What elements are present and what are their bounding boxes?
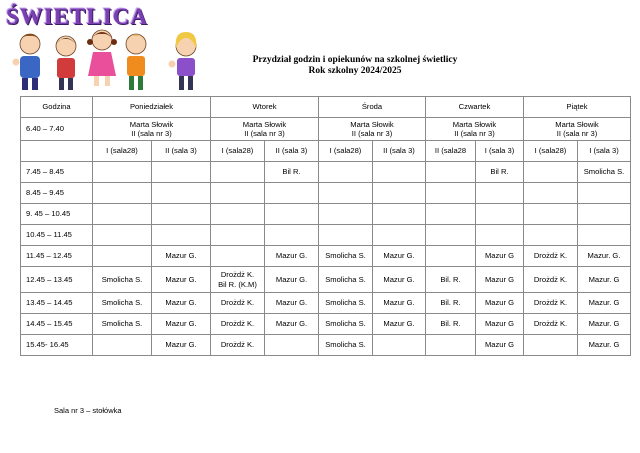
schedule-row	[21, 267, 631, 293]
caretaker-cell	[211, 246, 265, 267]
schedule-row	[21, 314, 631, 335]
caretaker-line: Drożdż K.	[220, 270, 255, 279]
caretaker-cell	[373, 225, 426, 246]
caretaker-cell	[319, 183, 373, 204]
caretaker-cell	[426, 162, 476, 183]
caretaker-cell: Mazur G.	[373, 267, 426, 293]
caretaker-cell	[426, 183, 476, 204]
time-cell: 14.45 – 15.45	[21, 314, 93, 335]
day-header: Wtorek	[211, 97, 319, 118]
room-label: II (sala nr 3)	[351, 129, 393, 138]
time-cell: 15.45- 16.45	[21, 335, 93, 356]
caretaker-cell: Mazur G	[476, 293, 524, 314]
group-room-header: I (sala28)	[319, 141, 373, 162]
caretaker-cell	[265, 204, 319, 225]
group-room-header: II (sala28	[426, 141, 476, 162]
schedule-table	[20, 96, 631, 356]
caretaker-cell: Drożdż K.	[211, 314, 265, 335]
caretaker-cell: Mazur. G	[578, 335, 631, 356]
caretaker-cell: Drożdż K.	[211, 293, 265, 314]
caretaker-cell: Mazur. G	[578, 314, 631, 335]
caretaker-cell	[319, 162, 373, 183]
caretaker-cell	[476, 225, 524, 246]
group-room-header: I (sala28)	[93, 141, 152, 162]
time-cell: 8.45 – 9.45	[21, 183, 93, 204]
caretaker-cell: Mazur G.	[373, 314, 426, 335]
caretaker-cell	[319, 225, 373, 246]
swietlica-logo: ŚWIETLICA	[6, 4, 148, 29]
morning-duty-cell	[319, 118, 426, 141]
caretaker-name: Marta Słowik	[350, 119, 394, 129]
caretaker-cell: Bil. R.	[426, 293, 476, 314]
child-boy-backpack	[56, 36, 76, 90]
caretaker-cell	[319, 204, 373, 225]
caretaker-cell	[211, 162, 265, 183]
caretaker-cell: Bil. R.	[426, 314, 476, 335]
room-label: II (sala nr 3)	[131, 129, 172, 138]
caretaker-cell: Smolicha S.	[319, 314, 373, 335]
caretaker-cell: Mazur G.	[152, 335, 211, 356]
room-label: II (sala nr 3)	[454, 129, 495, 138]
caretaker-cell: Smolicha S.	[319, 335, 373, 356]
schedule-row	[21, 204, 631, 225]
group-room-header: I (sala28)	[524, 141, 578, 162]
schedule-row	[21, 225, 631, 246]
caretaker-cell	[426, 225, 476, 246]
caretaker-cell: Mazur G	[476, 335, 524, 356]
caretaker-cell	[524, 162, 578, 183]
caretaker-cell: Mazur. G	[578, 293, 631, 314]
group-room-header: I (sala 3)	[578, 141, 631, 162]
caretaker-cell	[426, 246, 476, 267]
caretaker-cell	[524, 183, 578, 204]
time-cell: 6.40 – 7.40	[21, 118, 93, 141]
time-cell: 7.45 – 8.45	[21, 162, 93, 183]
caretaker-cell	[578, 225, 631, 246]
caretaker-cell: Mazur G.	[373, 246, 426, 267]
group-subheader-row	[21, 141, 631, 162]
caretaker-name: Marta Słowik	[452, 119, 497, 129]
caretaker-cell	[211, 183, 265, 204]
caretaker-cell	[211, 267, 265, 293]
caretaker-cell: Mazur G.	[265, 314, 319, 335]
caretaker-cell	[211, 225, 265, 246]
caretaker-cell: Smolicha S.	[319, 267, 373, 293]
caretaker-cell	[265, 225, 319, 246]
caretaker-cell: Mazur G.	[152, 267, 211, 293]
document-heading	[210, 55, 500, 77]
caretaker-cell: Smolicha S.	[93, 314, 152, 335]
day-header-row	[21, 97, 631, 118]
time-cell: 9. 45 – 10.45	[21, 204, 93, 225]
time-cell: 13.45 – 14.45	[21, 293, 93, 314]
footnote: Sala nr 3 – stołówka	[54, 406, 122, 415]
day-header: Piątek	[524, 97, 631, 118]
group-room-header: II (sala 3)	[373, 141, 426, 162]
group-room-header: I (sala 3)	[476, 141, 524, 162]
corner-label: Godzina	[21, 97, 93, 118]
caretaker-cell	[524, 204, 578, 225]
caretaker-cell: Smolicha S.	[319, 246, 373, 267]
caretaker-cell	[373, 162, 426, 183]
caretaker-cell	[211, 204, 265, 225]
caretaker-cell	[265, 335, 319, 356]
caretaker-line: Bil R. (K.M)	[218, 279, 257, 289]
caretaker-cell: Drożdż K.	[524, 267, 578, 293]
caretaker-cell	[524, 225, 578, 246]
group-room-header: II (sala 3)	[265, 141, 319, 162]
schedule-row	[21, 246, 631, 267]
caretaker-cell: Mazur G.	[152, 314, 211, 335]
schedule-row	[21, 162, 631, 183]
time-cell: 10.45 – 11.45	[21, 225, 93, 246]
caretaker-cell: Bil R.	[476, 162, 524, 183]
caretaker-cell: Mazur. G	[578, 267, 631, 293]
caretaker-cell: Drożdż K.	[211, 335, 265, 356]
schedule-row	[21, 335, 631, 356]
caretaker-cell: Mazur G.	[265, 246, 319, 267]
group-room-header: II (sala 3)	[152, 141, 211, 162]
caretaker-cell	[93, 246, 152, 267]
caretaker-cell	[476, 204, 524, 225]
day-header: Czwartek	[426, 97, 524, 118]
caretaker-cell	[152, 225, 211, 246]
children-illustration	[8, 26, 204, 94]
caretaker-cell: Smolicha S.	[93, 293, 152, 314]
caretaker-name: Marta Słowik	[129, 119, 174, 129]
caretaker-cell: Mazur G	[476, 246, 524, 267]
school-year: Rok szkolny 2024/2025	[308, 66, 402, 76]
morning-duty-cell	[524, 118, 631, 141]
caretaker-cell	[152, 204, 211, 225]
caretaker-cell: Mazur G.	[265, 293, 319, 314]
caretaker-cell: Drożdż K.	[524, 246, 578, 267]
day-header: Poniedziałek	[93, 97, 211, 118]
caretaker-cell: Mazur. G.	[578, 246, 631, 267]
schedule-row	[21, 183, 631, 204]
time-cell: 12.45 – 13.45	[21, 267, 93, 293]
caretaker-cell	[373, 183, 426, 204]
caretaker-cell	[152, 183, 211, 204]
room-label: II (sala nr 3)	[556, 129, 598, 138]
caretaker-cell: Smolicha S.	[578, 162, 631, 183]
schedule-row	[21, 293, 631, 314]
caretaker-cell: Smolicha S.	[319, 293, 373, 314]
caretaker-cell: Mazur G.	[152, 246, 211, 267]
caretaker-cell	[426, 204, 476, 225]
caretaker-cell	[373, 204, 426, 225]
morning-duty-cell	[93, 118, 211, 141]
group-room-header: I (sala28)	[211, 141, 265, 162]
caretaker-name: Marta Słowik	[555, 119, 599, 129]
child-boy-thumbs-up	[13, 34, 41, 90]
caretaker-cell: Drożdż K.	[524, 293, 578, 314]
time-cell-empty	[21, 141, 93, 162]
caretaker-cell	[524, 335, 578, 356]
morning-duty-cell	[211, 118, 319, 141]
room-label: II (sala nr 3)	[244, 129, 285, 138]
caretaker-cell	[265, 183, 319, 204]
morning-duty-cell	[426, 118, 524, 141]
caretaker-cell: Mazur G.	[152, 293, 211, 314]
child-boy-blond	[126, 34, 146, 90]
caretaker-cell: Mazur G	[476, 267, 524, 293]
caretaker-cell: Smolicha S.	[93, 267, 152, 293]
caretaker-cell: Mazur G.	[373, 293, 426, 314]
morning-row	[21, 118, 631, 141]
caretaker-name: Marta Słowik	[242, 119, 287, 129]
time-cell: 11.45 – 12.45	[21, 246, 93, 267]
caretaker-cell	[476, 183, 524, 204]
day-header: Środa	[319, 97, 426, 118]
caretaker-cell	[578, 183, 631, 204]
caretaker-cell	[93, 162, 152, 183]
caretaker-cell: Bil. R.	[426, 267, 476, 293]
caretaker-cell	[93, 335, 152, 356]
caretaker-cell	[93, 225, 152, 246]
caretaker-cell	[152, 162, 211, 183]
caretaker-cell	[578, 204, 631, 225]
caretaker-cell: Mazur G.	[265, 267, 319, 293]
caretaker-cell: Bil R.	[265, 162, 319, 183]
child-girl-pigtails	[87, 30, 117, 86]
caretaker-cell	[373, 335, 426, 356]
caretaker-cell	[426, 335, 476, 356]
caretaker-cell	[93, 183, 152, 204]
caretaker-cell: Mazur G	[476, 314, 524, 335]
caretaker-cell	[93, 204, 152, 225]
child-girl-blonde	[169, 32, 197, 90]
caretaker-cell: Drożdż K.	[524, 314, 578, 335]
document-title: Przydział godzin i opiekunów na szkolnej świetlicy	[252, 55, 458, 65]
